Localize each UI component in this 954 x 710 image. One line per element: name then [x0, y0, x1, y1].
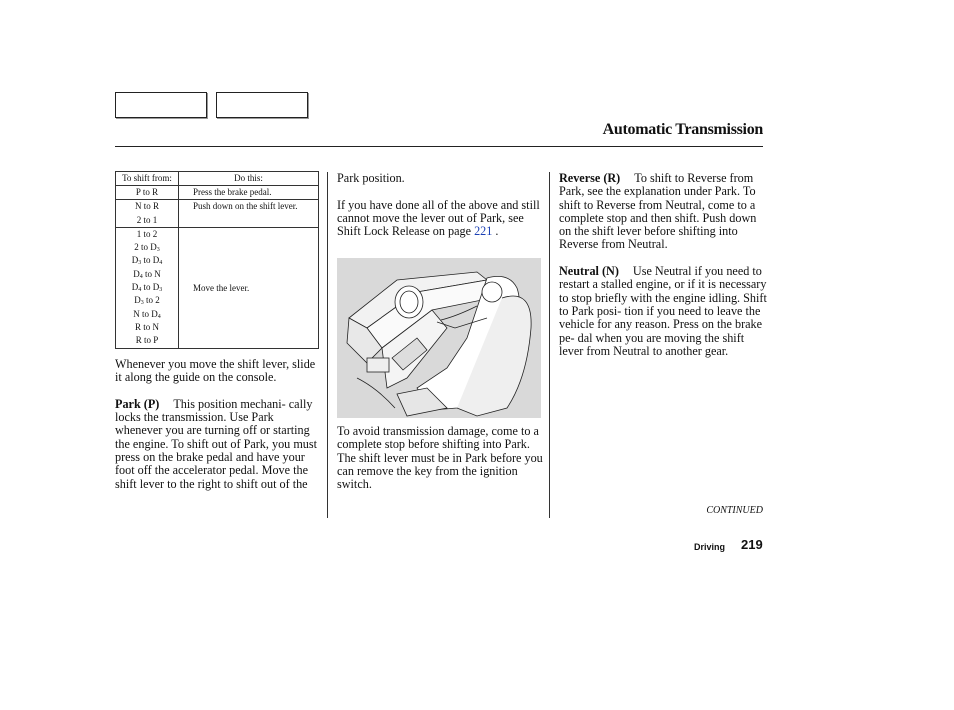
action-text: Press the brake pedal.: [193, 187, 272, 197]
text-column-3: [559, 172, 769, 371]
reverse-heading: Reverse (R): [559, 171, 621, 185]
action-cell: [179, 227, 319, 348]
from-item: N to $D_4$: [133, 308, 161, 320]
header-from: To shift from:: [116, 172, 179, 186]
driver-seat-illustration: [337, 258, 541, 418]
chapter-tab-2: [216, 92, 308, 118]
from-cell: [116, 200, 179, 228]
from-item: 2 to 1: [136, 214, 158, 225]
from-item: $D_4$ to $D_3$: [131, 282, 163, 294]
table-row: [116, 227, 319, 348]
table-header-row: [116, 172, 319, 186]
section-label: Driving: [694, 542, 726, 552]
table-row: [116, 186, 319, 200]
from-item: 2 to $D_3$: [134, 242, 160, 254]
column-divider: [327, 172, 328, 518]
page-number: 219: [741, 537, 763, 552]
header-do: Do this:: [179, 172, 319, 186]
title-rule: [115, 146, 763, 147]
continued-label: CONTINUED: [706, 505, 763, 516]
paragraph: [559, 265, 769, 358]
from-item: R to P: [135, 335, 159, 346]
from-item: P to R: [135, 187, 159, 197]
text-column-2b: [337, 425, 543, 505]
page-ref-link[interactable]: 221: [474, 224, 493, 239]
from-item: $D_4$ to N: [133, 268, 161, 280]
paragraph: To avoid transmission damage, come to a complete stop before shifting into Park. The shift lever must be in Park before you can remove the key from the ignition switch.: [337, 424, 543, 492]
shift-lock-text: If you have done all of the above and still cannot move the lever out of Park, see Shift Lock Release on page: [337, 197, 540, 239]
paragraph: [337, 199, 543, 239]
shift-table: [115, 171, 319, 349]
text-column-2: [337, 172, 543, 252]
from-item: $D_3$ to $D_4$: [131, 255, 163, 267]
chapter-tab-1: [115, 92, 207, 118]
park-heading: Park (P): [115, 396, 160, 411]
action-cell: [179, 200, 319, 228]
action-text: Push down on the shift lever.: [193, 201, 298, 212]
paragraph: Park position.: [337, 171, 405, 185]
park-text: This position mechani- cally locks the transmission. Use Park whenever you are turning off or starting the engine. To shift out of Park, you must press on the brake pedal and have your foot off the accelerator pedal. Move the shift lever to the right to shift out of the: [115, 396, 318, 491]
from-cell: [116, 186, 179, 200]
neutral-text: Use Neutral if you need to restart a stalled engine, or if it is necessary to stop briefly with the engine idling. Shift to Park posi- tion if you need to leave the vehicle for any reason. Press on the brake pe- dal when you are moving the shift lever from Neutral to another gear.: [559, 264, 767, 358]
page-title: Automatic Transmission: [602, 121, 763, 138]
paragraph: [559, 172, 769, 252]
reverse-text: To shift to Reverse from Park, see the explanation under Park. To shift to Reverse from Neutral, come to a complete stop and then shift. Push down on the shift lever before shifting into Reverse from Neutral.: [559, 171, 757, 252]
from-item: R to N: [134, 321, 159, 332]
paragraph: [115, 398, 321, 491]
text-column-1: [115, 358, 321, 504]
from-cell: [116, 227, 179, 348]
from-item: 1 to 2: [136, 228, 158, 239]
action-text: Move the lever.: [193, 282, 250, 293]
table-row: [116, 200, 319, 228]
from-item: N to R: [134, 201, 159, 212]
action-cell: [179, 186, 319, 200]
column-divider: [549, 172, 550, 518]
neutral-heading: Neutral (N): [559, 264, 619, 279]
period: .: [495, 224, 499, 239]
from-item: $D_3$ to 2: [134, 295, 160, 307]
paragraph: Whenever you move the shift lever, slide it along the guide on the console.: [115, 357, 316, 385]
